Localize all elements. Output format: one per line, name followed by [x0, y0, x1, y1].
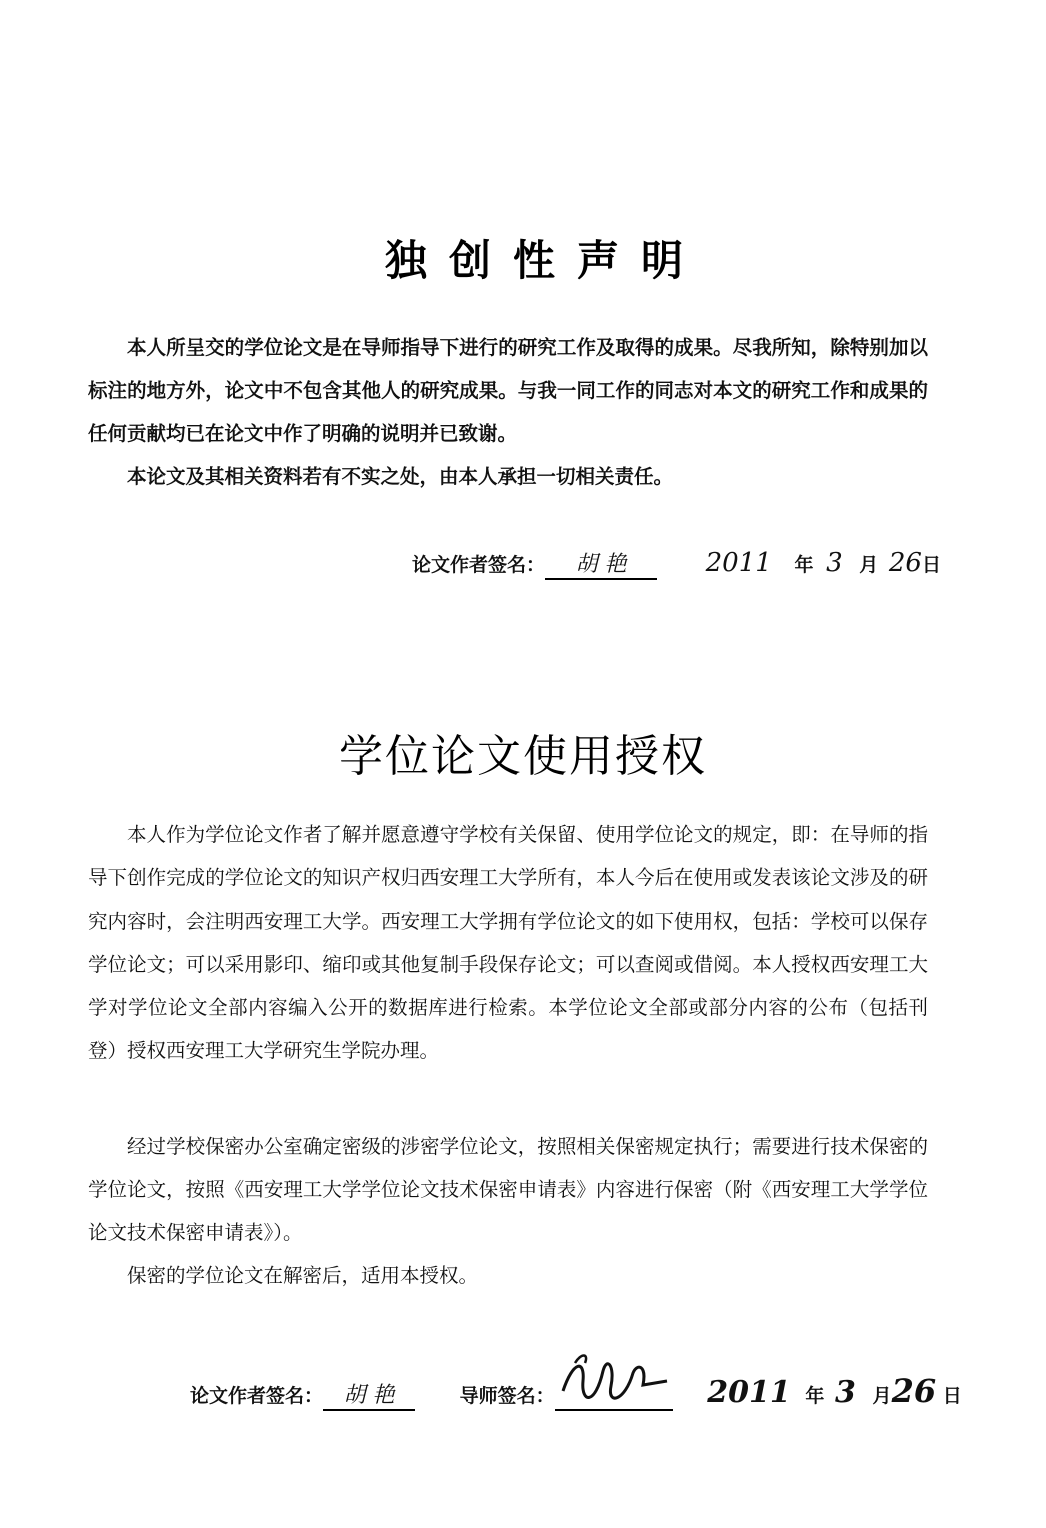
author-handwritten-signature: 胡 艳: [545, 552, 657, 580]
date-day-handwritten: 26: [888, 548, 922, 578]
authorization-paragraph-3: 保密的学位论文在解密后，适用本授权。: [127, 1264, 479, 1287]
authorization-signature-line: [190, 1372, 962, 1411]
day-label: 日: [921, 554, 941, 576]
declaration-paragraph-1: 本人所呈交的学位论文是在导师指导下进行的研究工作及取得的成果。尽我所知，除特别加以标注的地方外，论文中不包含其他人的研究成果。与我一同工作的同志对本文的研究工作和成果的任何贡献均已在论文中作了明确的说明并已致谢。: [88, 336, 928, 445]
authorization-paragraph-1: 本人作为学位论文作者了解并愿意遵守学校有关保留、使用学位论文的规定，即：在导师的指导下创作完成的学位论文的知识产权归西安理工大学所有，本人今后在使用或发表该论文涉及的研究内容时，会注明西安理工大学。西安理工大学拥有学位论文的如下使用权，包括：学校可以保存学位论文；可以采用影印、缩印或其他复制手段保存论文；可以查阅或借阅。本人授权西安理工大学对学位论文全部内容编入公开的数据库进行检索。本学位论文全部或部分内容的公布（包括刊登）授权西安理工大学研究生学院办理。: [88, 823, 928, 1063]
authorization-paragraph-2: 经过学校保密办公室确定密级的涉密学位论文，按照相关保密规定执行；需要进行技术保密的学位论文，按照《西安理工大学学位论文技术保密申请表》内容进行保密（附《西安理工大学学位论文技术保密申请表》）。: [88, 1135, 928, 1244]
date-month-handwritten: 3: [826, 548, 843, 578]
date-month-handwritten: 3: [835, 1375, 856, 1410]
day-label: 日: [942, 1385, 962, 1407]
author-signature-label: 论文作者签名：: [190, 1385, 324, 1407]
supervisor-signature-scribble: [555, 1351, 673, 1411]
date-day-handwritten: 26: [891, 1372, 937, 1410]
author-handwritten-signature: 胡 艳: [323, 1383, 415, 1411]
author-signature-label: 论文作者签名：: [412, 554, 546, 576]
year-label: 年: [794, 554, 814, 576]
date-year-handwritten: 2011: [707, 1375, 791, 1410]
month-label: 月: [859, 554, 879, 576]
month-label: 月: [872, 1385, 892, 1407]
supervisor-handwritten-signature: [555, 1383, 673, 1411]
supervisor-signature-label: 导师签名：: [459, 1385, 555, 1407]
declaration-paragraph-2: 本论文及其相关资料若有不实之处，由本人承担一切相关责任。: [127, 465, 674, 488]
declaration-title: 独创性声明: [384, 236, 705, 285]
authorization-title: 学位论文使用授权: [339, 731, 707, 782]
date-year-handwritten: 2011: [705, 548, 772, 578]
year-label: 年: [805, 1385, 825, 1407]
declaration-signature-line: [412, 548, 941, 580]
